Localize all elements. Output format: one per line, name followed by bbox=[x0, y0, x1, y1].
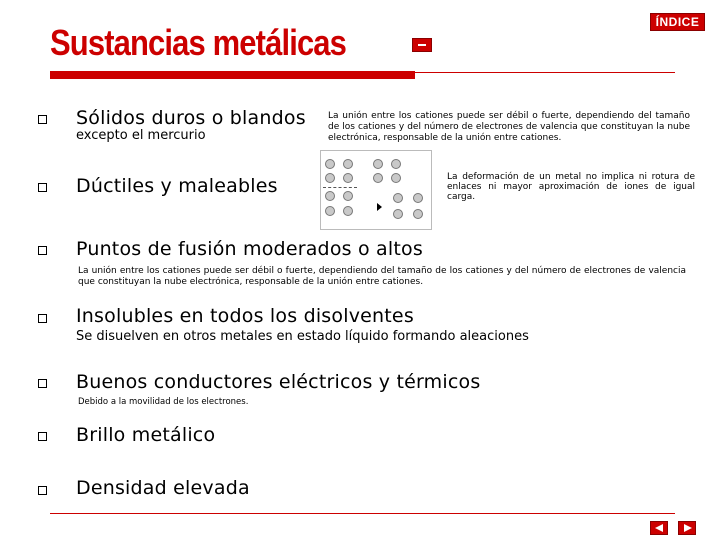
cation-icon bbox=[413, 193, 423, 203]
item-heading-luster: Brillo metálico bbox=[76, 424, 216, 446]
metal-lattice-diagram bbox=[320, 150, 432, 230]
bullet-icon bbox=[38, 379, 47, 388]
item-sub-solids: excepto el mercurio bbox=[76, 128, 206, 143]
cation-icon bbox=[373, 173, 383, 183]
item-heading-ductile: Dúctiles y maleables bbox=[76, 175, 278, 197]
bullet-icon bbox=[38, 183, 47, 192]
cation-icon bbox=[325, 191, 335, 201]
item-sub-conductors: Debido a la movilidad de los electrones. bbox=[78, 397, 249, 407]
bullet-icon bbox=[38, 314, 47, 323]
cation-icon bbox=[325, 173, 335, 183]
cation-icon bbox=[343, 159, 353, 169]
title-underline-line bbox=[415, 72, 675, 73]
note-bond-strength-top: La unión entre los cationes puede ser débil o fuerte, dependiendo del tamaño de los cationes y del número de electrones de valencia que constituyan la nube electrónica, responsable de la unión entre cationes. bbox=[328, 111, 690, 143]
cation-icon bbox=[343, 191, 353, 201]
minimize-button[interactable] bbox=[412, 38, 432, 52]
item-heading-solids: Sólidos duros o blandos bbox=[76, 107, 306, 129]
note-deformation: La deformación de un metal no implica ni rotura de enlaces ni mayor aproximación de iones de igual carga. bbox=[447, 172, 695, 202]
cation-icon bbox=[325, 206, 335, 216]
cation-icon bbox=[413, 209, 423, 219]
bullet-icon bbox=[38, 486, 47, 495]
page-title: Sustancias metálicas bbox=[50, 22, 347, 63]
title-underline-bar bbox=[50, 71, 415, 79]
slip-plane-line bbox=[323, 187, 357, 188]
item-heading-melting: Puntos de fusión moderados o altos bbox=[76, 238, 423, 260]
cation-icon bbox=[343, 173, 353, 183]
note-bond-strength-mid: La unión entre los cationes puede ser débil o fuerte, dependiendo del tamaño de los cationes y del número de electrones de valencia que constituyan la nube electrónica, responsable de la unión entre cationes. bbox=[78, 266, 686, 287]
cation-icon bbox=[343, 206, 353, 216]
item-heading-conductors: Buenos conductores eléctricos y térmicos bbox=[76, 371, 481, 393]
next-slide-button[interactable] bbox=[678, 521, 696, 535]
cation-icon bbox=[391, 173, 401, 183]
index-button[interactable]: ÍNDICE bbox=[650, 13, 705, 31]
cation-icon bbox=[393, 209, 403, 219]
item-heading-density: Densidad elevada bbox=[76, 477, 250, 499]
previous-slide-button[interactable] bbox=[650, 521, 668, 535]
item-sub-insoluble: Se disuelven en otros metales en estado líquido formando aleaciones bbox=[76, 329, 529, 344]
cation-icon bbox=[393, 193, 403, 203]
bullet-icon bbox=[38, 246, 47, 255]
footer-divider bbox=[50, 513, 675, 514]
cation-icon bbox=[373, 159, 383, 169]
arrow-right-icon bbox=[377, 203, 382, 211]
cation-icon bbox=[391, 159, 401, 169]
item-heading-insoluble: Insolubles en todos los disolventes bbox=[76, 305, 414, 327]
bullet-icon bbox=[38, 432, 47, 441]
bullet-icon bbox=[38, 115, 47, 124]
cation-icon bbox=[325, 159, 335, 169]
